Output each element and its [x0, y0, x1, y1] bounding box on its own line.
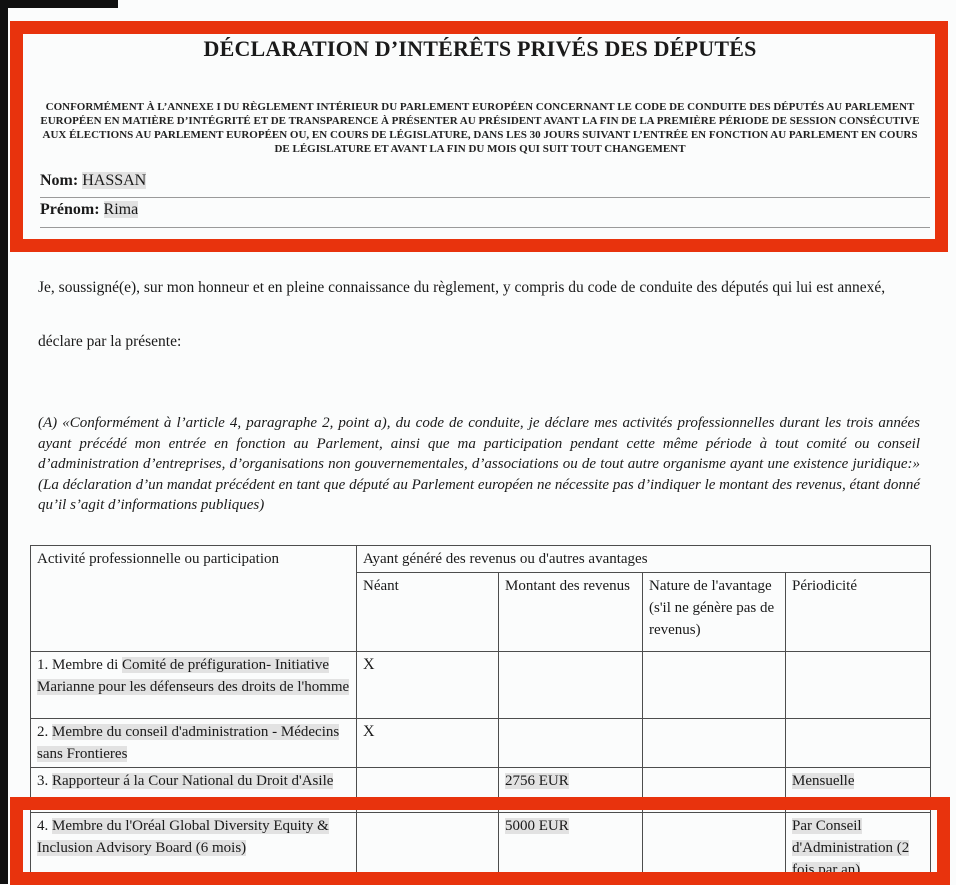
- page-subtitle: CONFORMÉMENT À L’ANNEXE I DU RÈGLEMENT INTÉRIEUR DU PARLEMENT EUROPÉEN CONCERNANT LE CODE DE CONDUITE DES DÉPUTÉS AU PARLEMENT EUROPÉEN EN MATIÈRE D’INTÉGRITÉ ET DE TRANSPARENCE À PRÉSENTER AU PRÉSIDENT AVANT LA FIN DE LA PREMIÈRE PÉRIODE DE SESSION CONSÉCUTIVE AUX ÉLECTIONS AU PARLEMENT EUROPÉEN OU, EN COURS DE LÉGISLATURE, DANS LES 30 JOURS SUIVANT L’ENTRÉE EN FONCTION AU PARLEMENT EN COURS DE LÉGISLATURE ET AVANT LA FIN DU MOIS QUI SUIT TOUT CHANGEMENT: [40, 101, 920, 155]
- nature-cell: [643, 768, 786, 813]
- nom-field: [40, 172, 930, 198]
- activity-highlighted-text: Comité de préfiguration- Initiative Marianne pour les défenseurs des droits de l'homme: [37, 657, 350, 695]
- periodicite-cell: [786, 652, 931, 719]
- periodicite-value: Mensuelle: [792, 773, 855, 789]
- col-header-revenues-span: Ayant généré des revenus ou d'autres avantages: [357, 546, 931, 573]
- activity-cell: [31, 768, 357, 813]
- neant-cell: [357, 768, 499, 813]
- montant-cell: [499, 813, 643, 884]
- prenom-value: Rima: [103, 201, 139, 218]
- nature-cell: [643, 813, 786, 884]
- periodicite-value: Par Conseil d'Administration (2 fois par an): [792, 818, 910, 878]
- frame-border-top: [0, 0, 118, 8]
- col-header-periodicite: Périodicité: [786, 573, 931, 652]
- periodicite-cell: [786, 719, 931, 768]
- montant-value: 5000 EUR: [505, 818, 569, 834]
- activity-cell: [31, 813, 357, 884]
- table-header-row-span: [31, 546, 931, 573]
- table-row: [31, 719, 931, 768]
- activity-highlighted-text: Rapporteur á la Cour National du Droit d'Asile: [52, 773, 334, 789]
- activity-cell: [31, 719, 357, 768]
- montant-value: 2756 EUR: [505, 773, 569, 789]
- nom-value: HASSAN: [82, 172, 147, 189]
- nature-cell: [643, 652, 786, 719]
- section-a-paragraph: (A) «Conformément à l’article 4, paragraphe 2, point a), du code de conduite, je déclare mes activités professionnelles durant les trois années ayant précédé mon entrée en fonction au Parlement, ainsi que ma participation pendant cette même période à tout comité ou conseil d’administration d’entreprises, d’organisations non gouvernementales, d’associations ou de tout autre organisme ayant une existence juridique:» (La déclaration d’un mandat précédent en tant que député au Parlement européen ne nécessite pas d’indiquer le montant des revenus, étant donné qu’il s’agit d’informations publiques): [38, 415, 920, 513]
- periodicite-cell: [786, 813, 931, 884]
- activity-prefix: 1. Membre di: [37, 657, 122, 673]
- neant-cell: X: [357, 652, 499, 719]
- nom-label: Nom:: [40, 172, 79, 189]
- activities-table: [30, 545, 931, 884]
- page-title: DÉCLARATION D’INTÉRÊTS PRIVÉS DES DÉPUTÉS: [203, 36, 757, 61]
- table-row: [31, 652, 931, 719]
- declare-paragraph: déclare par la présente:: [38, 333, 182, 350]
- table-row: [31, 768, 931, 813]
- intro-paragraph: Je, soussigné(e), sur mon honneur et en pleine connaissance du règlement, y compris du code de conduite des députés qui lui est annexé,: [38, 279, 886, 296]
- neant-cell: X: [357, 719, 499, 768]
- prenom-field: [40, 201, 930, 228]
- frame-border-left: [0, 0, 8, 884]
- prenom-label: Prénom:: [40, 201, 100, 218]
- col-header-activity: Activité professionnelle ou participation: [31, 546, 357, 652]
- table-row: [31, 813, 931, 884]
- activity-prefix: 4.: [37, 818, 52, 834]
- activity-cell: [31, 652, 357, 719]
- col-header-nature: Nature de l'avantage (s'il ne génère pas de revenus): [643, 573, 786, 652]
- montant-cell: [499, 768, 643, 813]
- periodicite-cell: [786, 768, 931, 813]
- activity-highlighted-text: Membre du l'Oréal Global Diversity Equity & Inclusion Advisory Board (6 mois): [37, 818, 329, 856]
- activity-prefix: 2.: [37, 724, 52, 740]
- col-header-montant: Montant des revenus: [499, 573, 643, 652]
- col-header-neant: Néant: [357, 573, 499, 652]
- montant-cell: [499, 652, 643, 719]
- neant-cell: [357, 813, 499, 884]
- activity-prefix: 3.: [37, 773, 52, 789]
- activity-highlighted-text: Membre du conseil d'administration - Médecins sans Frontieres: [37, 724, 340, 762]
- montant-cell: [499, 719, 643, 768]
- nature-cell: [643, 719, 786, 768]
